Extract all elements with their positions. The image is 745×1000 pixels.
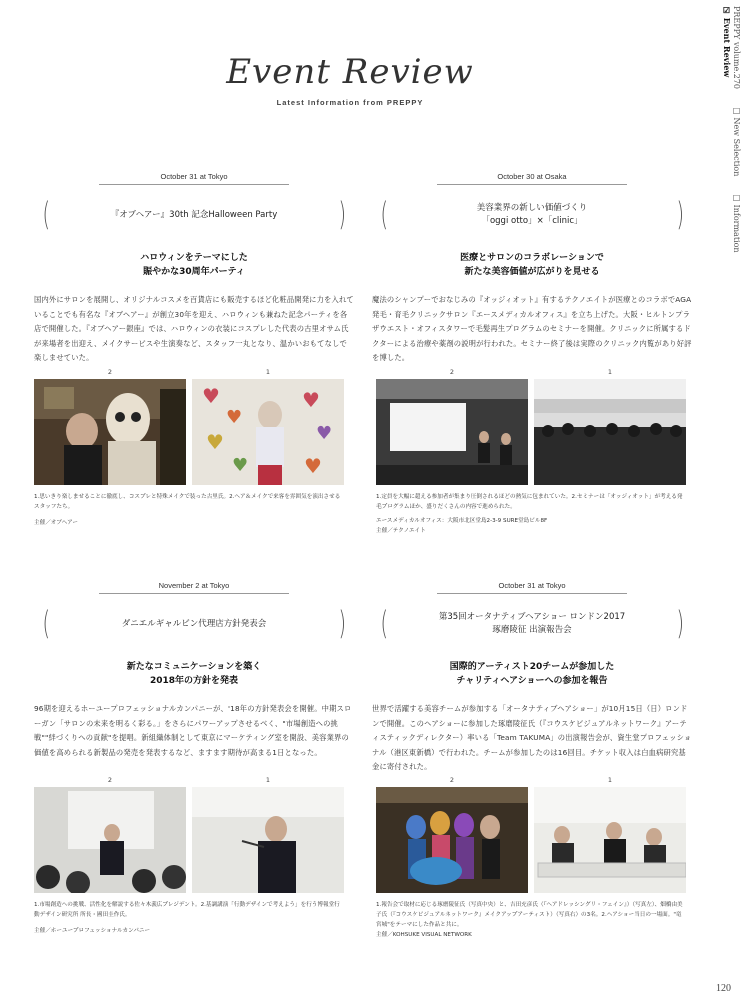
photo-caption: 1.思いきり楽しませることに徹底し、コスプレと特殊メイクで装った古里氏。2.ヘア＆メイクで来客を雰囲気を演出させるスタッフたち。 主催／オブヘアー bbox=[34, 492, 344, 528]
article-title-block bbox=[34, 193, 354, 237]
article-photos bbox=[34, 776, 344, 893]
page-title: Event Review bbox=[226, 52, 474, 92]
photo-costume-staff bbox=[34, 379, 186, 485]
article-title-block bbox=[372, 602, 692, 646]
photo-caption: 1.市場創造への挑戦、活性化を解説する佐々木義広プレジデント。2.基調講演「行動デザインで考えよう」を行う博報堂行動デザイン研究所 所長・國田圭作氏。 主催／ホーユープロフェッショナルカンパニー bbox=[34, 900, 344, 936]
article-date: October 31 at Tokyo bbox=[437, 581, 627, 594]
photo-seminar-audience bbox=[534, 379, 686, 485]
article-heading: 新たなコミュニケーションを築く 2018年の方針を発表 bbox=[126, 662, 262, 686]
article-alternative-hair-show bbox=[372, 581, 692, 775]
article-heading: 医療とサロンのコラボレーションで 新たな美容価値が広がりを見せる bbox=[460, 253, 604, 277]
photo-hair-show-stage bbox=[376, 787, 528, 893]
article-heading: 国際的アーティスト20チームが参加した チャリティヘアショーへの参加を報告 bbox=[449, 662, 615, 686]
svg-text:♥: ♥ bbox=[206, 430, 224, 454]
page-number: 120 bbox=[716, 983, 731, 994]
photo-number: 1 bbox=[265, 776, 271, 784]
article-body: 96期を迎えるホーユープロフェッショナルカンパニーが、'18年の方針発表会を開催。中期スローガン「サロンの未来を明るく彩る。」をさらにパワーアップさせるべく、"市場創造への挑戦""絆づくりへの貢献"を提唱。新組織体制として東京にマーケティング室を開設、美容業界の価値を高められる新製品の発売を発表するなど、ますます期待が高まる1日となった。 bbox=[34, 704, 352, 757]
sponsor: 主催／ホーユープロフェッショナルカンパニー bbox=[34, 928, 151, 934]
left-bracket: ( bbox=[42, 604, 50, 642]
article-title: 美容業界の新しい価値づくり 「oggi otto」×「clinic」 bbox=[476, 203, 588, 226]
article-body: 国内外にサロンを展開し、オリジナルコスメを百貨店にも販売するほど化粧品開発に力を入れていることでも有名な『オブヘアー』が創立30年を迎え、ハロウィンも兼ねた記念パーティを各店で開催した。『オブヘアー銀座』では、ハロウィンの衣装にコスプレした代表の古里オサム氏が来場者を出迎え、メイクサービスや生演奏など、スタッフ一丸となり、温かいおもてなしで楽しませていた。 bbox=[34, 295, 354, 362]
article-daniel-galvin bbox=[34, 581, 354, 760]
photo-seminar-speaker bbox=[376, 379, 528, 485]
index-event-review: ☑ Event Review bbox=[722, 6, 732, 78]
photo-lecture bbox=[34, 787, 186, 893]
svg-text:♥: ♥ bbox=[226, 407, 243, 428]
photo-number: 2 bbox=[107, 776, 113, 784]
svg-text:♥: ♥ bbox=[202, 384, 220, 408]
article-title-block bbox=[372, 193, 692, 237]
article-body: 魔法のシャンプーでおなじみの『オッジィオット』有するテクノエイトが医療とのコラボでAGA発毛・育毛クリニックサロン『エースメディカルオフィス』を立ち上げた。大阪・ヒルトンプラザウエスト・オフィスタワーで毛髪再生プログラムのセミナーを開催。クリニックに所属するドクターによる治療や薬剤の説明が行われた。セミナー終了後は実際のクリニック内覧があり好評を博した。 bbox=[372, 295, 692, 362]
article-date: October 30 at Osaka bbox=[437, 172, 627, 185]
address: エースメディカルオフィス：大阪市北区堂島2-3-9 SURE堂島ビル8F bbox=[376, 518, 548, 524]
right-bracket: ) bbox=[338, 604, 346, 642]
side-index bbox=[719, 6, 741, 336]
article-oggi-otto bbox=[372, 172, 692, 366]
article-date: November 2 at Tokyo bbox=[99, 581, 289, 594]
photo-caption: 1.定員を大幅に超える参加者が集まり圧倒されるほどの熱気に包まれていた。2.セミナーは「オッジィオット」が考える発毛プログラムほか、盛りだくさんの内容で進められた。 エースメディカルオフィス：大阪市北区堂島2-3-9 SURE堂島ビル8F 主催／テクノエイト bbox=[376, 492, 686, 536]
right-bracket: ) bbox=[676, 195, 684, 233]
photo-number: 2 bbox=[449, 368, 455, 376]
photo-number: 1 bbox=[607, 776, 613, 784]
volume-label: PREPPY volume.270 bbox=[732, 6, 741, 90]
left-bracket: ( bbox=[42, 195, 50, 233]
photo-heart-wall bbox=[192, 379, 344, 485]
article-title-block bbox=[34, 602, 354, 646]
photo-number: 2 bbox=[449, 776, 455, 784]
article-photos bbox=[376, 776, 686, 893]
right-bracket: ) bbox=[676, 604, 684, 642]
article-heading: ハロウィンをテーマにした 賑やかな30周年パーティ bbox=[140, 253, 248, 277]
photo-caption: 1.報告会で取材に応じる琢磨陵征氏（写真中央）と、吉田充彦氏（『ヘアドレッシングリ・フェイン』）（写真左）、畑橋由美子氏（『コウスケビジュアルネットワーク』メイクアップアーティスト）（写真右）の3名。2.ヘアショー当日の一場面。"竜宮城"をテーマにした作品と共に。 主催／KOHSUKE VISUAL NETWORK bbox=[376, 900, 686, 940]
photo-number: 1 bbox=[607, 368, 613, 376]
article-body: 世界で活躍する美容チームが参加する「オータナティブヘアショー」が10月15日（日）ロンドンで開催。このヘアショーに参加した琢磨陵征氏（『コウスケビジュアルネットワーク』アーティスティックディレクター）率いる「Team TAKUMA」の出演報告会が、資生堂プロフェッショナル（港区東新橋）で行われた。チームが参加したのは16回目。チケット収入は白血病研究基金に寄付された。 bbox=[372, 704, 692, 771]
article-title: ダニエルギャルビン代理店方針発表会 bbox=[121, 618, 267, 629]
left-bracket: ( bbox=[380, 195, 388, 233]
svg-text:♥: ♥ bbox=[232, 455, 249, 476]
index-information: □ Information bbox=[732, 192, 741, 253]
article-photos bbox=[34, 368, 344, 485]
photo-president bbox=[192, 787, 344, 893]
sponsor: 主催／オブヘアー bbox=[34, 520, 79, 526]
photo-number: 2 bbox=[107, 368, 113, 376]
photo-number: 1 bbox=[265, 368, 271, 376]
article-title: 『オブヘアー』30th 記念Halloween Party bbox=[110, 209, 278, 220]
article-photos bbox=[376, 368, 686, 485]
svg-text:♥: ♥ bbox=[316, 423, 333, 444]
index-new-selection: □ New Selection bbox=[732, 105, 741, 176]
photo-press-conference bbox=[534, 787, 686, 893]
page-subtitle: Latest Information from PREPPY bbox=[276, 98, 424, 107]
svg-text:♥: ♥ bbox=[304, 454, 322, 478]
svg-text:♥: ♥ bbox=[302, 388, 320, 412]
page-header bbox=[0, 52, 700, 107]
sponsor: 主催／KOHSUKE VISUAL NETWORK bbox=[376, 932, 472, 938]
right-bracket: ) bbox=[338, 195, 346, 233]
left-bracket: ( bbox=[380, 604, 388, 642]
article-halloween bbox=[34, 172, 354, 366]
article-title: 第35回オータナティブヘアショー ロンドン2017 琢磨陵征 出演報告会 bbox=[438, 612, 626, 635]
article-date: October 31 at Tokyo bbox=[99, 172, 289, 185]
sponsor: 主催／テクノエイト bbox=[376, 528, 426, 534]
